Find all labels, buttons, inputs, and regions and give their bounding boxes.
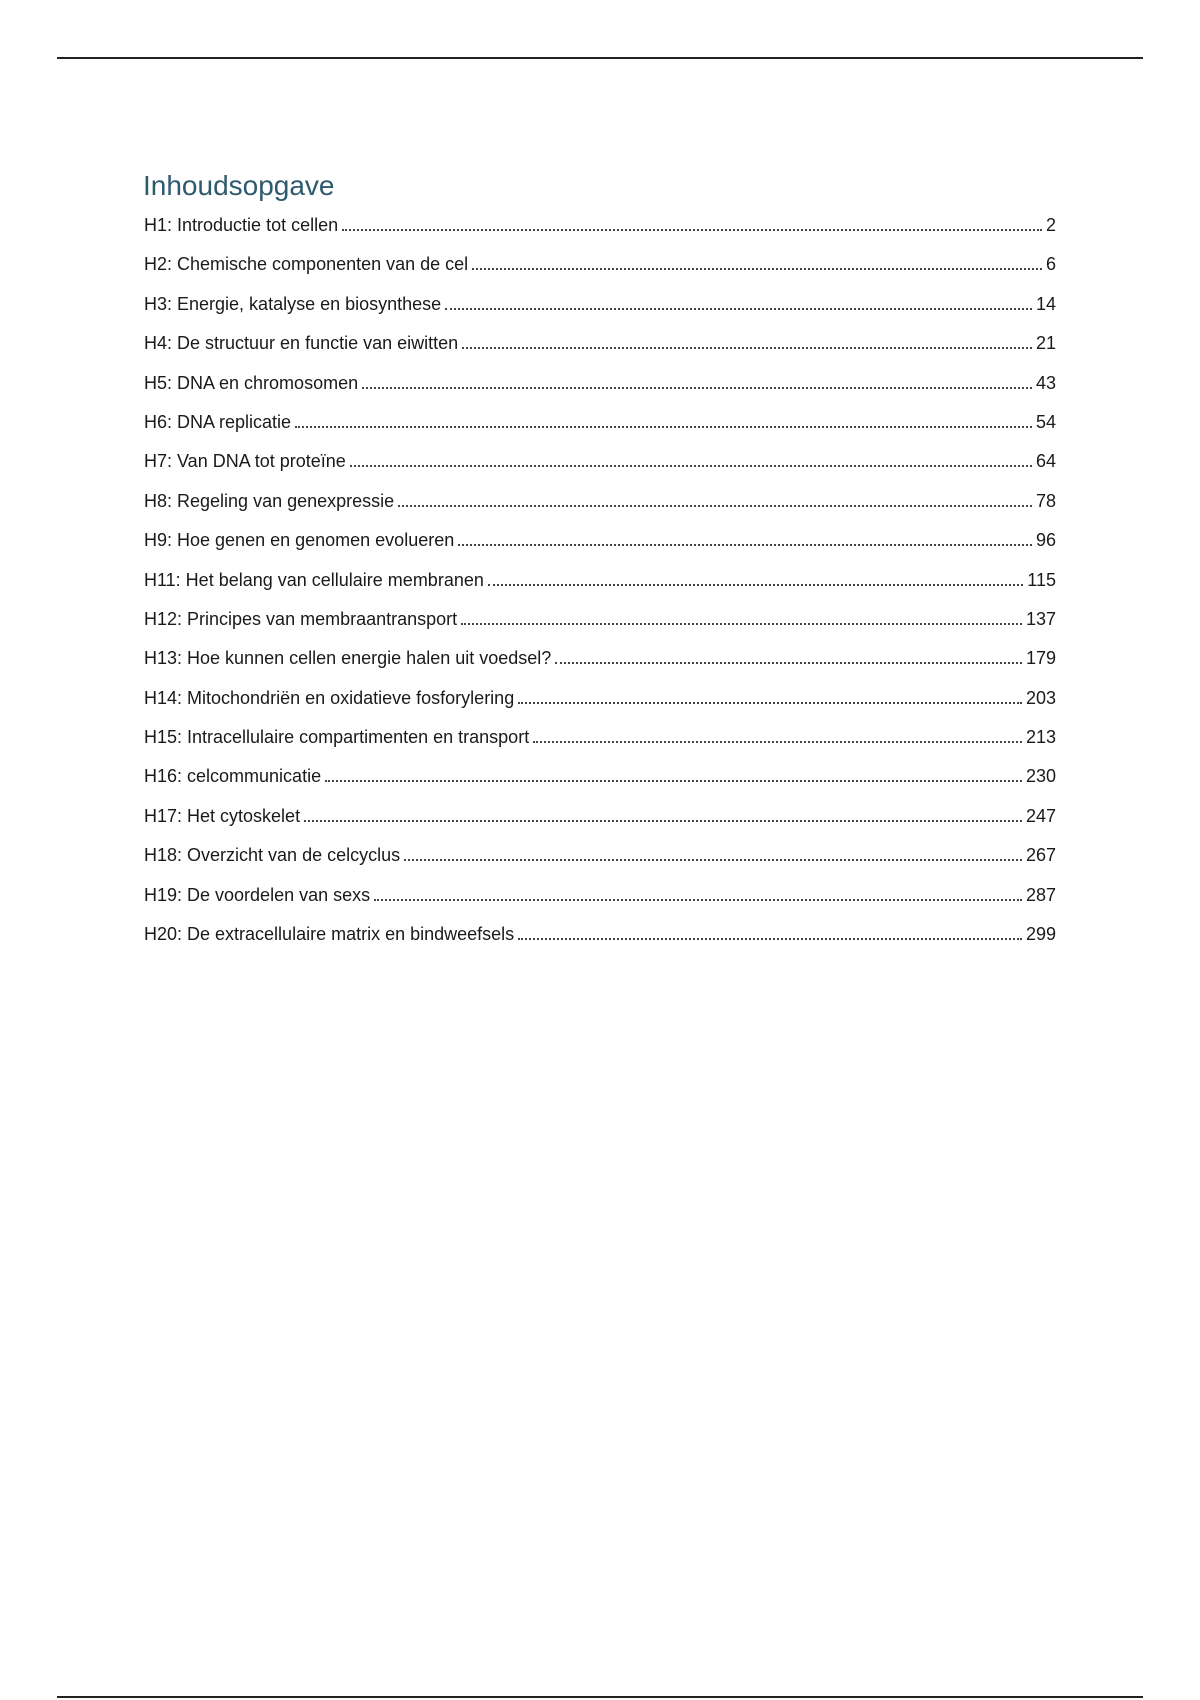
toc-entry-page[interactable]: 247 <box>1025 805 1056 826</box>
dot-leader <box>518 938 1022 940</box>
toc-entry-label[interactable]: H11: Het belang van cellulaire membranen <box>144 569 484 590</box>
toc-entry[interactable] <box>144 290 1056 329</box>
toc-entry-label[interactable]: H20: De extracellulaire matrix en bindweefsels <box>144 924 515 945</box>
dot-leader <box>518 702 1022 704</box>
toc-entry[interactable] <box>144 723 1056 762</box>
toc-entry-label[interactable]: H8: Regeling van genexpressie <box>144 490 395 511</box>
toc-entry-label[interactable]: H16: celcommunicatie <box>144 766 322 787</box>
dot-leader <box>404 859 1022 861</box>
toc-entry[interactable] <box>144 447 1056 486</box>
dot-leader <box>325 780 1022 782</box>
toc-entry-label[interactable]: H6: DNA replicatie <box>144 411 292 432</box>
toc-entry[interactable] <box>144 369 1056 408</box>
dot-leader <box>461 623 1022 625</box>
toc-entry[interactable] <box>144 329 1056 368</box>
toc-title: Inhoudsopgave <box>143 170 335 201</box>
toc-entry-page[interactable]: 21 <box>1035 333 1056 354</box>
toc-entry-label[interactable]: H18: Overzicht van de celcyclus <box>144 845 401 866</box>
toc-entry[interactable] <box>144 841 1056 880</box>
toc-entry[interactable] <box>144 408 1056 447</box>
toc-entry-label[interactable]: H7: Van DNA tot proteïne <box>144 451 346 472</box>
toc-entry-page[interactable]: 179 <box>1025 648 1056 669</box>
toc-entry-page[interactable]: 43 <box>1035 372 1056 393</box>
toc-entry[interactable] <box>144 881 1056 920</box>
toc-entry-page[interactable]: 137 <box>1025 608 1056 629</box>
dot-leader <box>304 820 1022 822</box>
toc-entry[interactable] <box>144 644 1056 683</box>
toc-entry-label[interactable]: H17: Het cytoskelet <box>144 805 301 826</box>
header-rule <box>57 57 1143 59</box>
toc-entry[interactable] <box>144 526 1056 565</box>
toc-entry-label[interactable]: H9: Hoe genen en genomen evolueren <box>144 530 455 551</box>
toc-entry-label[interactable]: H13: Hoe kunnen cellen energie halen uit voedsel? <box>144 648 552 669</box>
toc-entry-page[interactable]: 267 <box>1025 845 1056 866</box>
toc-entry-page[interactable]: 115 <box>1027 569 1056 590</box>
toc-entry-page[interactable]: 64 <box>1035 451 1056 472</box>
toc-entry[interactable] <box>144 762 1056 801</box>
toc-entry-page[interactable]: 203 <box>1025 687 1056 708</box>
toc-entry-label[interactable]: H3: Energie, katalyse en biosynthese <box>144 293 442 314</box>
footer-rule <box>57 1696 1143 1698</box>
toc-entry-page[interactable]: 2 <box>1045 215 1056 235</box>
toc-entry-label[interactable]: H14: Mitochondriën en oxidatieve fosforylering <box>144 687 515 708</box>
toc-entry[interactable] <box>144 684 1056 723</box>
toc-entry[interactable] <box>144 250 1056 289</box>
dot-leader <box>398 505 1032 507</box>
toc-entry-page[interactable]: 213 <box>1025 727 1056 748</box>
dot-leader <box>488 584 1023 586</box>
toc-entry-page[interactable]: 96 <box>1035 530 1056 551</box>
toc-entry[interactable] <box>144 605 1056 644</box>
dot-leader <box>445 308 1032 310</box>
toc-entry-label[interactable]: H4: De structuur en functie van eiwitten <box>144 333 459 354</box>
dot-leader <box>342 229 1042 231</box>
toc-entry-page[interactable]: 6 <box>1045 254 1056 275</box>
toc-entry-page[interactable]: 230 <box>1025 766 1056 787</box>
toc-entry[interactable] <box>144 487 1056 526</box>
toc-entry[interactable] <box>144 920 1056 959</box>
dot-leader <box>295 426 1032 428</box>
toc-entry-page[interactable]: 14 <box>1035 293 1056 314</box>
dot-leader <box>374 899 1022 901</box>
toc-entry-label[interactable]: H5: DNA en chromosomen <box>144 372 359 393</box>
toc-entry-label[interactable]: H12: Principes van membraantransport <box>144 608 458 629</box>
dot-leader <box>462 347 1032 349</box>
dot-leader <box>350 465 1032 467</box>
dot-leader <box>362 387 1032 389</box>
dot-leader <box>472 268 1042 270</box>
toc-entry-label[interactable]: H1: Introductie tot cellen <box>144 215 339 235</box>
toc-entry-label[interactable]: H2: Chemische componenten van de cel <box>144 254 469 275</box>
table-of-contents <box>144 211 1056 959</box>
toc-entry-label[interactable]: H15: Intracellulaire compartimenten en transport <box>144 727 530 748</box>
toc-entry[interactable] <box>144 566 1056 605</box>
dot-leader <box>555 662 1022 664</box>
toc-entry-page[interactable]: 287 <box>1025 884 1056 905</box>
dot-leader <box>533 741 1022 743</box>
toc-entry[interactable] <box>144 802 1056 841</box>
toc-entry-page[interactable]: 299 <box>1025 924 1056 945</box>
dot-leader <box>458 544 1032 546</box>
toc-entry-page[interactable]: 54 <box>1035 411 1056 432</box>
toc-entry-page[interactable]: 78 <box>1035 490 1056 511</box>
toc-entry-label[interactable]: H19: De voordelen van sexs <box>144 884 371 905</box>
toc-entry[interactable] <box>144 211 1056 250</box>
